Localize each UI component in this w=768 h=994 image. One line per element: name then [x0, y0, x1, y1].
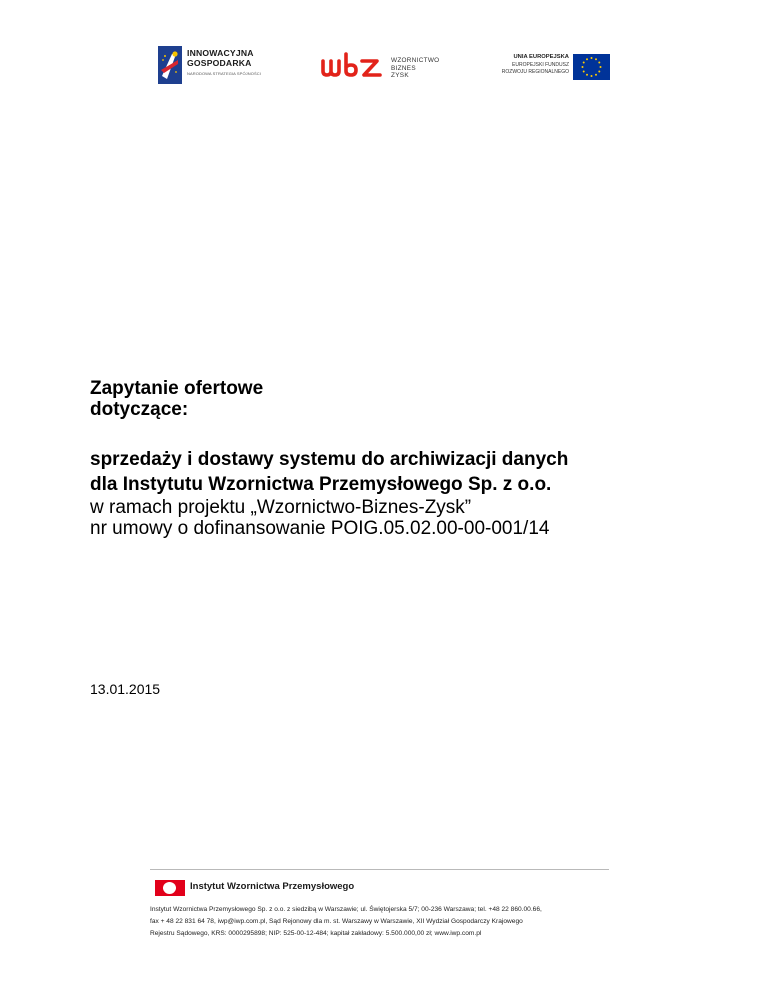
ig-logo-line2: GOSPODARKA [187, 57, 252, 68]
eu-logo-line2: EUROPEJSKI FUNDUSZ [512, 61, 569, 68]
footer-divider [150, 869, 609, 870]
project-line: w ramach projektu „Wzornictwo-Biznes-Zysk” [90, 497, 472, 518]
document-title [90, 378, 263, 420]
eu-flag-icon [573, 54, 610, 80]
innowacyjna-gospodarka-logo [158, 44, 278, 88]
eu-logo-line1: UNIA EUROPEJSKA [513, 54, 569, 60]
document-date: 13.01.2015 [90, 681, 161, 697]
footer-line-2: fax + 48 22 831 64 78, iwp@iwp.com.pl, Sąd Rejonowy dla m. st. Warszawy w Warszawie, XII Wydział Gospodarczy Krajowego [150, 918, 523, 925]
wbz-logo-line3: ZYSK [391, 72, 409, 80]
footer-line-1: Instytut Wzornictwa Przemysłowego Sp. z o.o. z siedzibą w Warszawie; ul. Świętojerska 5/7; 00-236 Warszawa; tel. +48 22 860.00.66, [150, 906, 542, 913]
title-line-1: Zapytanie ofertowe [90, 378, 264, 399]
header-logos [0, 44, 768, 88]
ig-emblem-icon [158, 46, 182, 84]
subject-line-1: sprzedaży i dostawy systemu do archiwizacji danych [90, 449, 569, 470]
ig-logo-line3: NARODOWA STRATEGIA SPÓJNOŚCI [187, 71, 261, 77]
wbz-logo-line2: BIZNES [391, 64, 416, 72]
ig-logo-line1: INNOWACYJNA [187, 48, 254, 58]
footer-line-3: Rejestru Sądowego, KRS: 0000295898; NIP: 525-00-12-484; kapitał zakładowy: 5.500.000,00 zł; www.iwp.com.pl [150, 930, 482, 937]
document-subject [90, 447, 730, 539]
wbz-logo [320, 44, 450, 88]
subject-line-2: dla Instytutu Wzornictwa Przemysłowego Sp. z o.o. [90, 474, 552, 495]
iwp-logo-icon [155, 880, 185, 896]
eu-logo-line3: ROZWOJU REGIONALNEGO [501, 68, 569, 75]
contract-number-line: nr umowy o dofinansowanie POIG.05.02.00-00-001/14 [90, 518, 550, 539]
footer-address [150, 904, 620, 940]
wbz-logo-line1: WZORNICTWO [391, 57, 440, 64]
eu-logo [488, 44, 613, 88]
title-line-2: dotyczące: [90, 399, 189, 420]
wbz-mark-icon [320, 52, 386, 78]
footer-org-name: Instytut Wzornictwa Przemysłowego [190, 881, 355, 892]
